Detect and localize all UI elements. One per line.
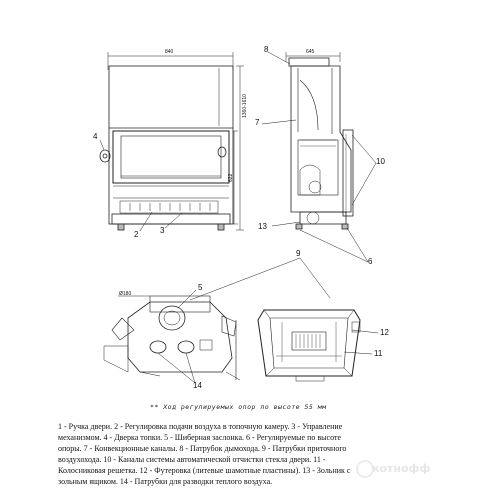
dim-depth: 645	[306, 49, 315, 55]
legend-line: Колосниковая решетка. 12 - Футеровка (литевые шамотные пластины). 13 - Зольник с	[58, 466, 351, 475]
dim-height-total: 1360-1610	[242, 94, 248, 118]
legend-line: воздухохода. 10 - Каналы системы автоматической отчистки стекла двери. 11 -	[58, 455, 326, 464]
support-travel-note: ** Ход регулируемых опор по высоте 55 мм	[150, 403, 327, 411]
dim-width: 840	[165, 49, 174, 55]
legend-line: опоры. 7 - Конвекционные каналы. 8 - Патрубок дымохода. 9 - Патрубки приточного	[58, 444, 347, 453]
legend-line: 1 - Ручка двери. 2 - Регулировка подачи воздуха в топочную камеру. 3 - Управление	[58, 422, 343, 431]
label-2: 2	[134, 230, 139, 239]
label-10: 10	[376, 157, 385, 166]
label-11: 11	[374, 349, 383, 358]
side-view	[262, 52, 376, 262]
legend	[58, 421, 431, 487]
label-3: 3	[160, 226, 165, 235]
label-8: 8	[264, 45, 269, 54]
watermark: котнофф	[372, 462, 431, 475]
label-6: 6	[368, 257, 373, 266]
legend-line: механизмом. 4 - Дверка топки. 5 - Шиберная заслонка. 6 - Регулируемые по высоте	[58, 433, 342, 442]
label-13: 13	[258, 222, 267, 231]
label-5: 5	[198, 283, 203, 292]
label-14: 14	[193, 381, 202, 390]
top-view	[104, 290, 240, 383]
bottom-view	[258, 310, 378, 381]
label-12: 12	[380, 328, 389, 337]
legend-line: зольным ящиком. 14 - Патрубки для разводки теплого воздуха.	[58, 477, 273, 486]
label-7: 7	[255, 118, 260, 127]
label-9: 9	[296, 249, 301, 258]
dim-diameter: Ø180	[119, 291, 132, 297]
dim-height-door: 622	[228, 173, 234, 182]
front-view	[100, 52, 244, 231]
label-4: 4	[93, 132, 98, 141]
